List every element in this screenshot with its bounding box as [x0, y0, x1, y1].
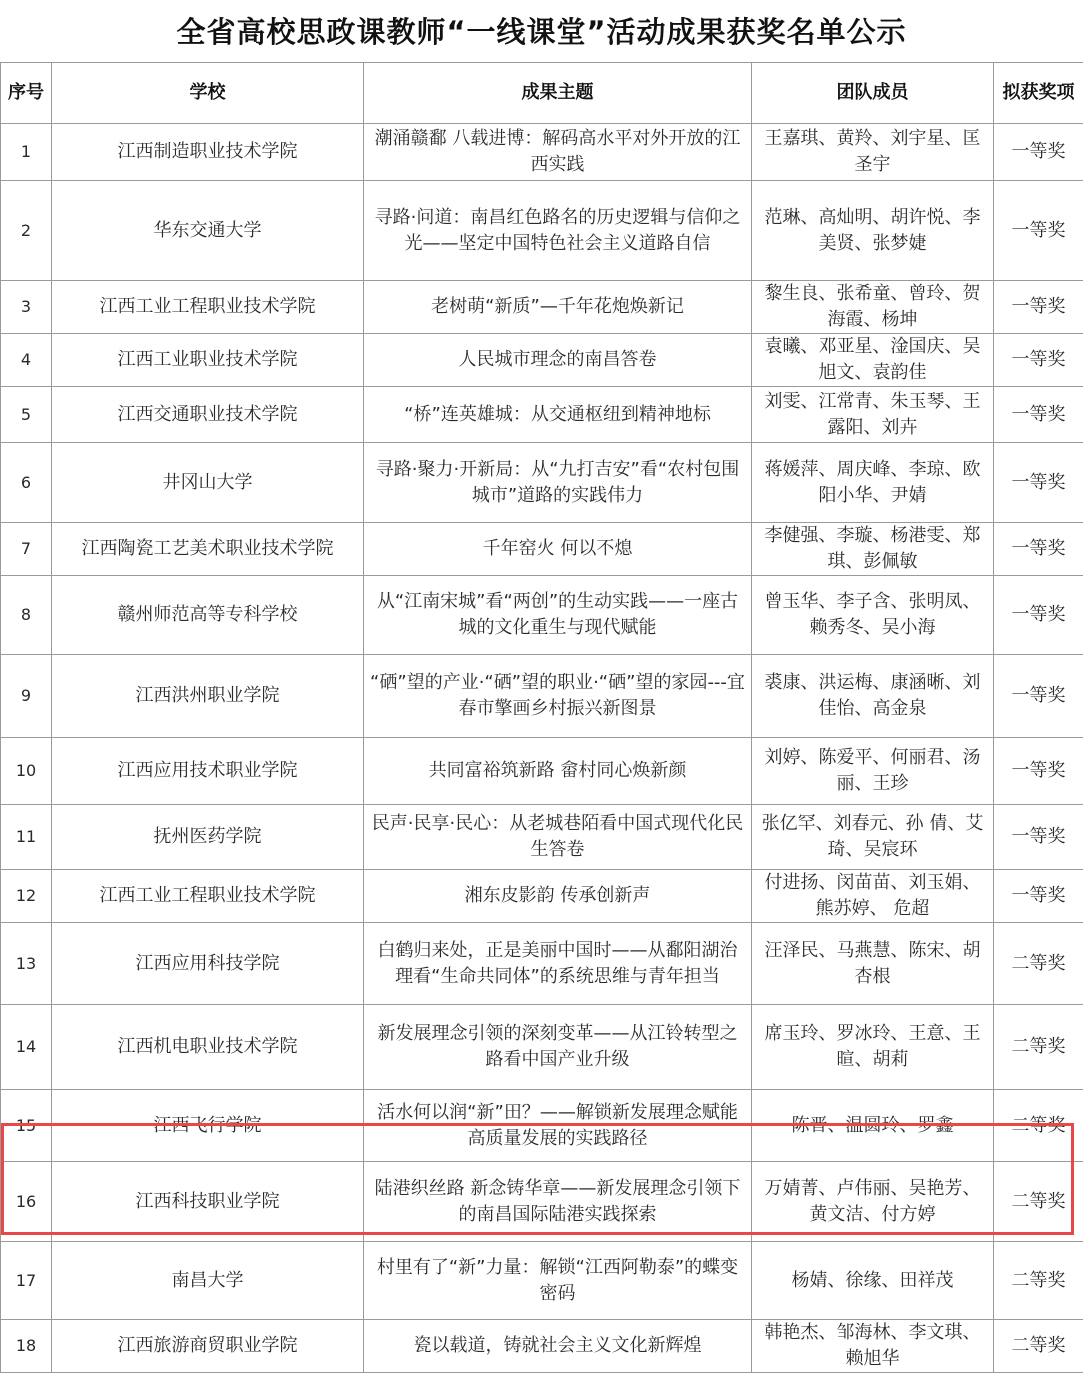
row-team: 蒋媛萍、周庆峰、李琼、欧阳小华、尹婧: [752, 443, 994, 523]
row-award: 一等奖: [994, 805, 1083, 870]
row-index: 15: [1, 1090, 52, 1162]
row-award: 一等奖: [994, 443, 1083, 523]
row-index: 12: [1, 870, 52, 923]
row-team: 韩艳杰、邹海林、李文琪、赖旭华: [752, 1320, 994, 1373]
row-team: 黎生良、张希童、曾玲、贺海霞、杨坤: [752, 281, 994, 334]
row-school: 江西工业工程职业技术学院: [52, 870, 364, 923]
row-team: 袁曦、邓亚星、淦国庆、吴旭文、袁韵佳: [752, 334, 994, 387]
row-topic: 共同富裕筑新路 畲村同心焕新颜: [364, 738, 752, 805]
table-row: [1, 124, 1083, 181]
row-topic: “桥”连英雄城：从交通枢纽到精神地标: [364, 387, 752, 443]
row-team: 陈晋、温圆玲、罗鑫: [752, 1090, 994, 1162]
table-row: [1, 1162, 1083, 1242]
row-index: 14: [1, 1005, 52, 1090]
row-school: 南昌大学: [52, 1242, 364, 1320]
row-index: 4: [1, 334, 52, 387]
row-team: 席玉玲、罗冰玲、王意、王暄、胡莉: [752, 1005, 994, 1090]
row-topic: 村里有了“新”力量：解锁“江西阿勒泰”的蝶变密码: [364, 1242, 752, 1320]
row-topic: 潮涌赣鄱 八载进博：解码高水平对外开放的江西实践: [364, 124, 752, 181]
row-school: 江西制造职业技术学院: [52, 124, 364, 181]
table-row: [1, 523, 1083, 576]
row-team: 王嘉琪、黄羚、刘宇星、匡圣宇: [752, 124, 994, 181]
table-row: [1, 738, 1083, 805]
row-award: 二等奖: [994, 923, 1083, 1005]
row-topic: “硒”望的产业·“硒”望的职业·“硒”望的家园---宜春市擎画乡村振兴新图景: [364, 655, 752, 738]
row-index: 7: [1, 523, 52, 576]
row-topic: 人民城市理念的南昌答卷: [364, 334, 752, 387]
row-school: 华东交通大学: [52, 181, 364, 281]
row-school: 江西陶瓷工艺美术职业技术学院: [52, 523, 364, 576]
row-team: 裘康、洪运梅、康涵晰、刘佳怡、高金泉: [752, 655, 994, 738]
row-school: 江西工业工程职业技术学院: [52, 281, 364, 334]
table-row: [1, 1090, 1083, 1162]
row-award: 一等奖: [994, 870, 1083, 923]
row-topic: 湘东皮影韵 传承创新声: [364, 870, 752, 923]
row-school: 抚州医药学院: [52, 805, 364, 870]
row-award: 一等奖: [994, 181, 1083, 281]
row-index: 1: [1, 124, 52, 181]
row-school: 赣州师范高等专科学校: [52, 576, 364, 655]
row-topic: 民声·民享·民心：从老城巷陌看中国式现代化民生答卷: [364, 805, 752, 870]
row-award: 一等奖: [994, 738, 1083, 805]
row-topic: 瓷以载道，铸就社会主义文化新辉煌: [364, 1320, 752, 1373]
row-topic: 千年窑火 何以不熄: [364, 523, 752, 576]
row-index: 11: [1, 805, 52, 870]
header-idx: 序号: [1, 63, 52, 124]
table-row: [1, 281, 1083, 334]
row-team: 张亿罕、刘春元、孙 倩、艾 琦、吴宸环: [752, 805, 994, 870]
table-row: [1, 1242, 1083, 1320]
row-topic: 活水何以润“新”田？——解锁新发展理念赋能高质量发展的实践路径: [364, 1090, 752, 1162]
row-index: 3: [1, 281, 52, 334]
table-row: [1, 1005, 1083, 1090]
row-school: 江西应用科技学院: [52, 923, 364, 1005]
row-award: 二等奖: [994, 1005, 1083, 1090]
row-topic: 寻路·问道：南昌红色路名的历史逻辑与信仰之光——坚定中国特色社会主义道路自信: [364, 181, 752, 281]
row-topic: 从“江南宋城”看“两创”的生动实践——一座古城的文化重生与现代赋能: [364, 576, 752, 655]
row-award: 一等奖: [994, 387, 1083, 443]
row-team: 万婧菁、卢伟丽、吴艳芳、黄文洁、付方婷: [752, 1162, 994, 1242]
row-award: 一等奖: [994, 124, 1083, 181]
header-award: 拟获奖项: [994, 63, 1083, 124]
page-title: 全省高校思政课教师“一线课堂”活动成果获奖名单公示: [0, 0, 1083, 60]
row-index: 9: [1, 655, 52, 738]
row-topic: 老树萌“新质”—千年花炮焕新记: [364, 281, 752, 334]
row-award: 一等奖: [994, 334, 1083, 387]
table-row: [1, 655, 1083, 738]
row-school: 井冈山大学: [52, 443, 364, 523]
row-team: 刘婷、陈爱平、何丽君、汤丽、王珍: [752, 738, 994, 805]
row-school: 江西机电职业技术学院: [52, 1005, 364, 1090]
row-topic: 新发展理念引领的深刻变革——从江铃转型之路看中国产业升级: [364, 1005, 752, 1090]
table-row: [1, 1320, 1083, 1373]
row-team: 李健强、李璇、杨港雯、郑琪、彭佩敏: [752, 523, 994, 576]
row-award: 二等奖: [994, 1162, 1083, 1242]
row-index: 16: [1, 1162, 52, 1242]
row-school: 江西交通职业技术学院: [52, 387, 364, 443]
row-index: 10: [1, 738, 52, 805]
row-index: 5: [1, 387, 52, 443]
row-award: 一等奖: [994, 655, 1083, 738]
table-row: [1, 870, 1083, 923]
table-row: [1, 334, 1083, 387]
row-school: 江西应用技术职业学院: [52, 738, 364, 805]
row-index: 6: [1, 443, 52, 523]
row-team: 刘雯、江常青、朱玉琴、王露阳、刘卉: [752, 387, 994, 443]
table-row: [1, 805, 1083, 870]
row-school: 江西科技职业学院: [52, 1162, 364, 1242]
award-table: [0, 62, 1083, 1373]
table-row: [1, 181, 1083, 281]
row-award: 二等奖: [994, 1090, 1083, 1162]
row-index: 13: [1, 923, 52, 1005]
row-index: 8: [1, 576, 52, 655]
row-topic: 白鹤归来处，正是美丽中国时——从鄱阳湖治理看“生命共同体”的系统思维与青年担当: [364, 923, 752, 1005]
row-index: 18: [1, 1320, 52, 1373]
table-row: [1, 576, 1083, 655]
row-award: 二等奖: [994, 1242, 1083, 1320]
table-header-row: [1, 63, 1083, 124]
table-row: [1, 443, 1083, 523]
row-award: 一等奖: [994, 281, 1083, 334]
row-team: 杨婧、徐缘、田祥茂: [752, 1242, 994, 1320]
row-team: 汪泽民、马燕慧、陈宋、胡杏根: [752, 923, 994, 1005]
row-award: 一等奖: [994, 523, 1083, 576]
row-school: 江西飞行学院: [52, 1090, 364, 1162]
table-row: [1, 387, 1083, 443]
row-topic: 陆港织丝路 新念铸华章——新发展理念引领下的南昌国际陆港实践探索: [364, 1162, 752, 1242]
row-team: 付进扬、闵苗苗、刘玉娟、熊苏婷、 危超: [752, 870, 994, 923]
header-team: 团队成员: [752, 63, 994, 124]
row-school: 江西旅游商贸职业学院: [52, 1320, 364, 1373]
row-award: 一等奖: [994, 576, 1083, 655]
header-topic: 成果主题: [364, 63, 752, 124]
row-team: 范琳、高灿明、胡许悦、李美贤、张梦婕: [752, 181, 994, 281]
header-school: 学校: [52, 63, 364, 124]
row-award: 二等奖: [994, 1320, 1083, 1373]
row-team: 曾玉华、李子含、张明凤、赖秀冬、吴小海: [752, 576, 994, 655]
row-school: 江西洪州职业学院: [52, 655, 364, 738]
row-index: 17: [1, 1242, 52, 1320]
row-school: 江西工业职业技术学院: [52, 334, 364, 387]
row-topic: 寻路·聚力·开新局：从“九打吉安”看“农村包围城市”道路的实践伟力: [364, 443, 752, 523]
table-row: [1, 923, 1083, 1005]
row-index: 2: [1, 181, 52, 281]
